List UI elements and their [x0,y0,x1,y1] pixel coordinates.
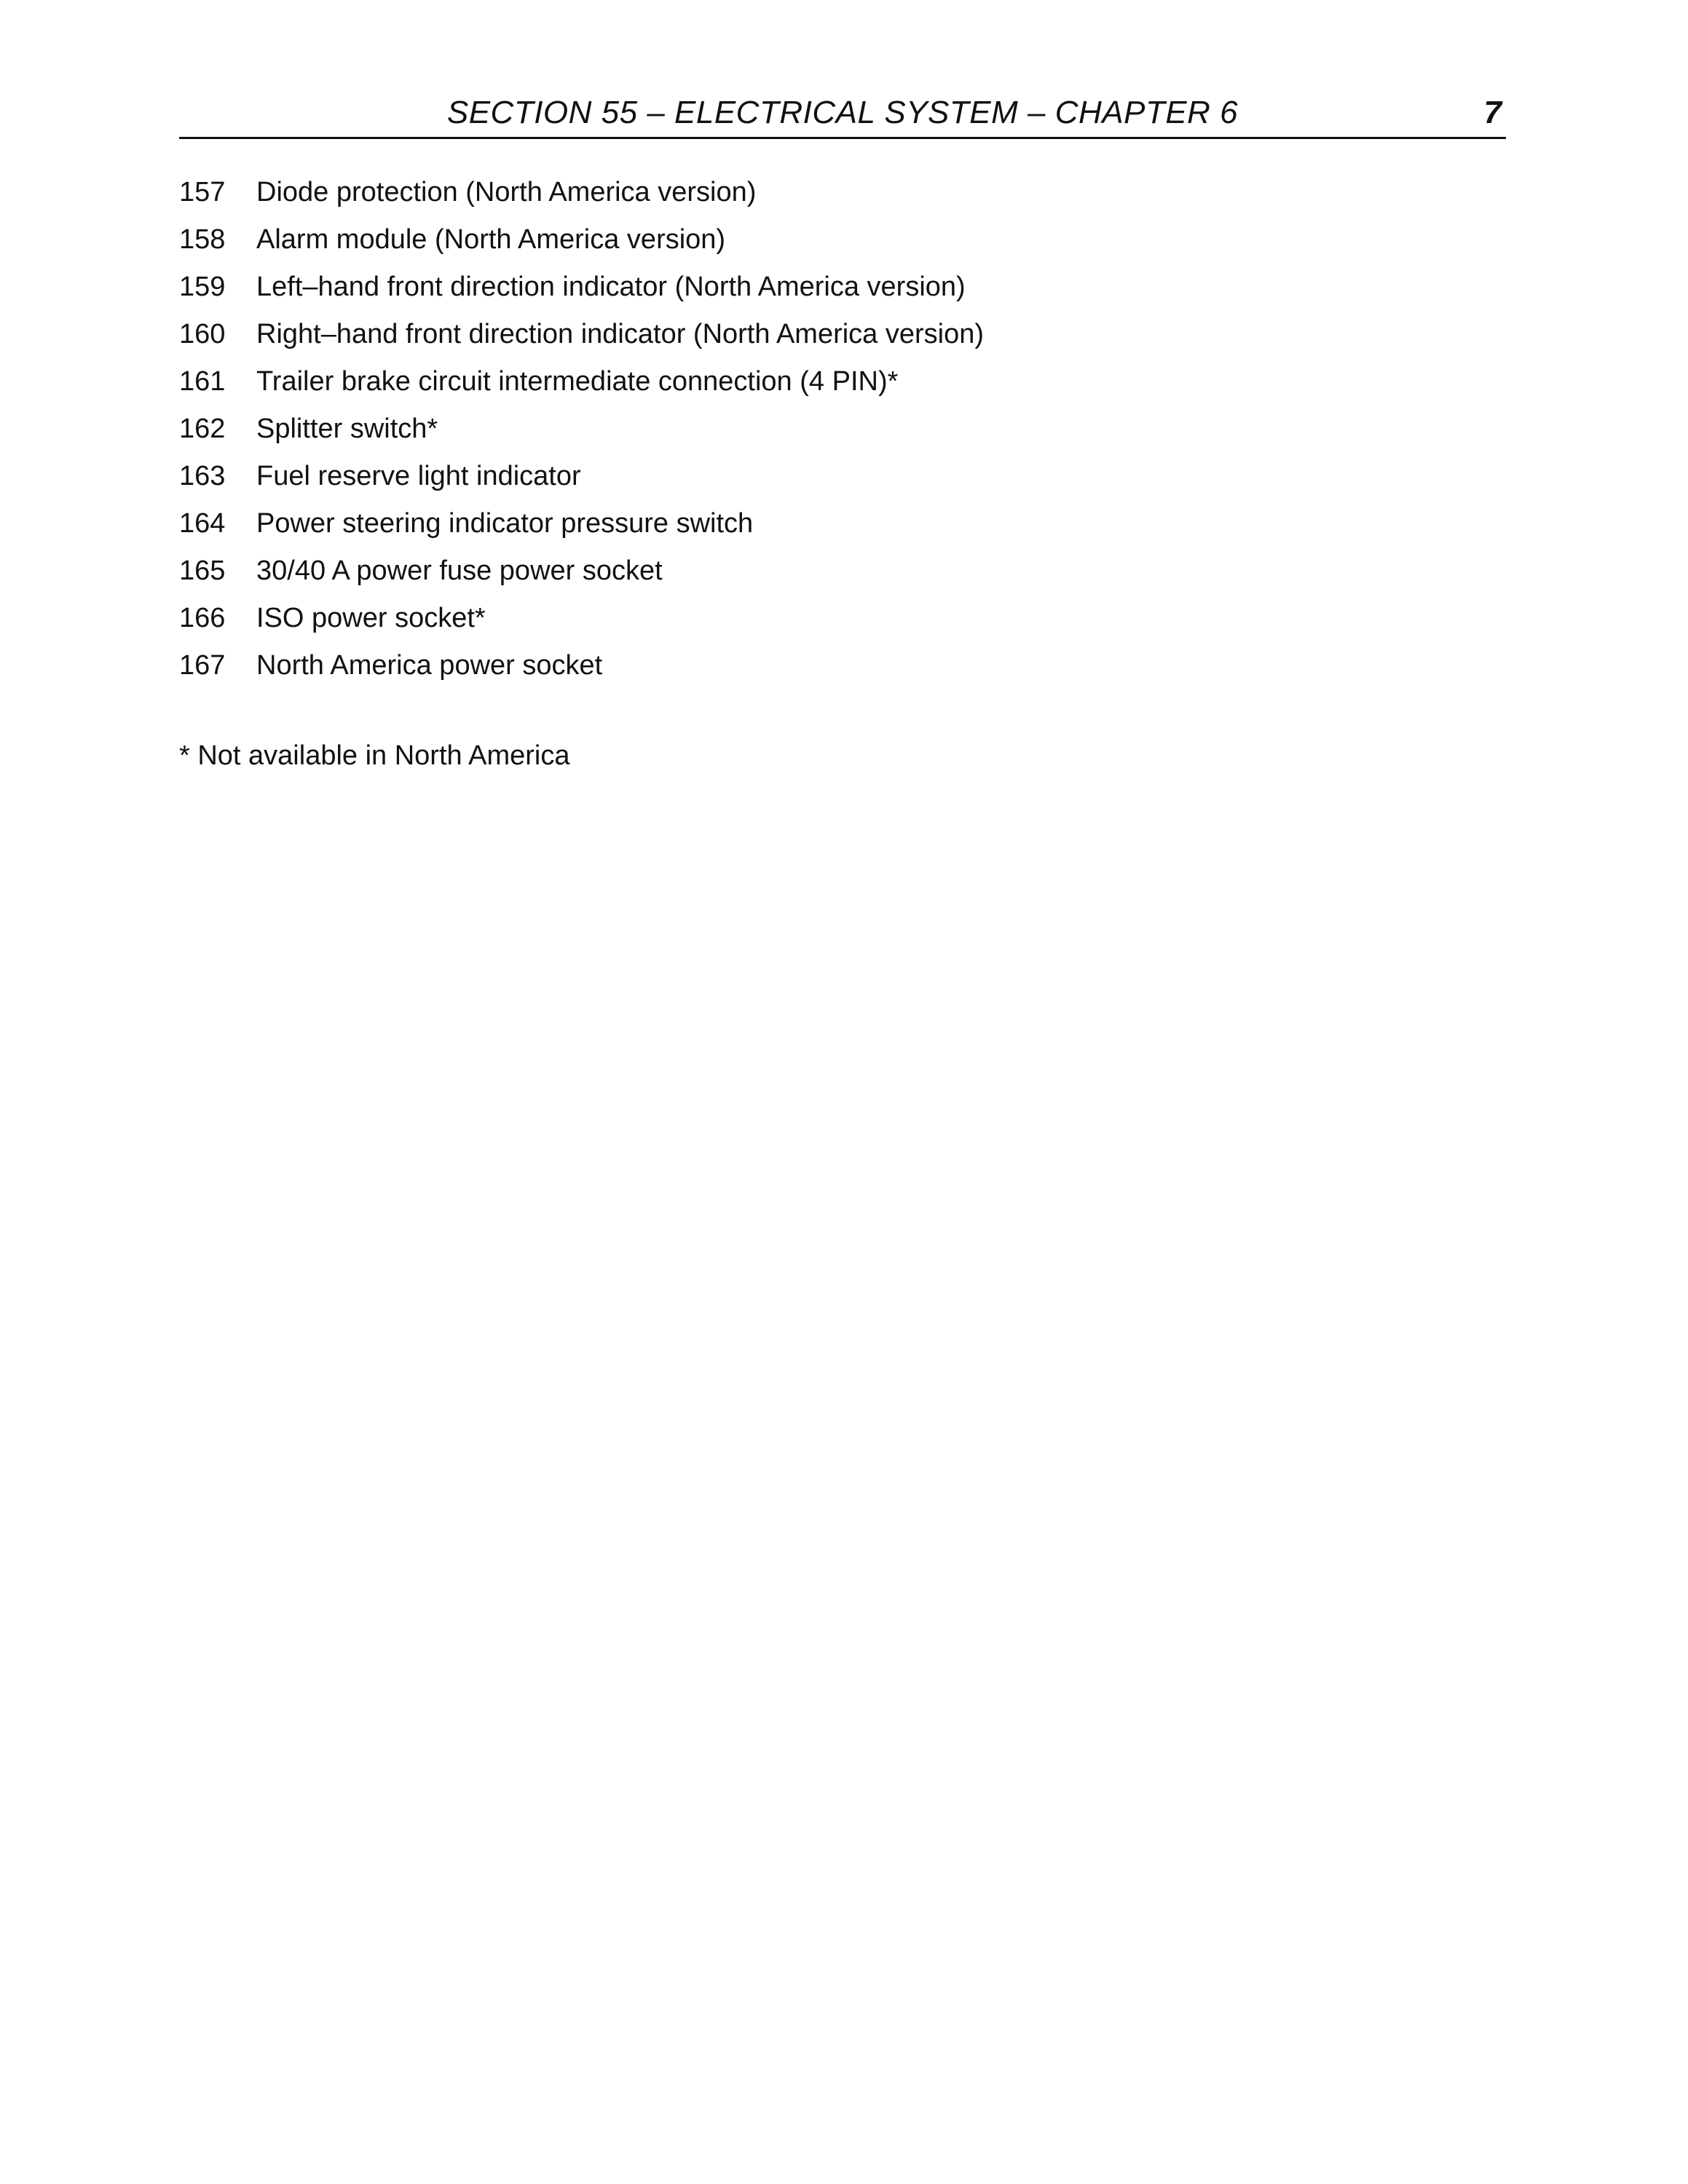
legend-item-text: Left–hand front direction indicator (North America version) [256,272,966,302]
legend-item-number: 161 [179,366,226,397]
legend-item-number: 167 [179,650,226,681]
legend-item [179,500,1506,547]
legend-item [179,453,1506,500]
legend-item [179,169,1506,216]
legend-item-text: Power steering indicator pressure switch [256,508,754,539]
legend-item [179,595,1506,642]
legend-item-text: ISO power socket* [256,603,486,633]
legend-item-number: 164 [179,508,226,539]
legend-item [179,358,1506,405]
footnote: * Not available in North America [179,740,570,771]
legend-item-text: Diode protection (North America version) [256,177,757,207]
legend-item-text: Alarm module (North America version) [256,224,726,255]
legend-item-number: 163 [179,461,226,491]
legend-item [179,264,1506,311]
legend-item [179,642,1506,689]
legend-item [179,405,1506,453]
legend-item-text: North America power socket [256,650,603,681]
legend-item-number: 165 [179,555,226,586]
legend-item-number: 159 [179,272,226,302]
legend-item-text: 30/40 A power fuse power socket [256,555,663,586]
legend-item-text: Fuel reserve light indicator [256,461,581,491]
legend-item [179,216,1506,264]
legend-item [179,547,1506,595]
component-legend-list [179,169,1506,689]
legend-item-number: 162 [179,414,226,444]
legend-item-text: Trailer brake circuit intermediate connection (4 PIN)* [256,366,899,397]
legend-item-text: Right–hand front direction indicator (North America version) [256,319,985,349]
legend-item-number: 166 [179,603,226,633]
legend-item-text: Splitter switch* [256,414,438,444]
section-title: SECTION 55 – ELECTRICAL SYSTEM – CHAPTER 6 [446,95,1239,130]
legend-item-number: 158 [179,224,226,255]
legend-item [179,311,1506,358]
legend-item-number: 160 [179,319,226,349]
legend-item-number: 157 [179,177,226,207]
page-header [179,92,1506,139]
page-number: 7 [1483,95,1502,130]
